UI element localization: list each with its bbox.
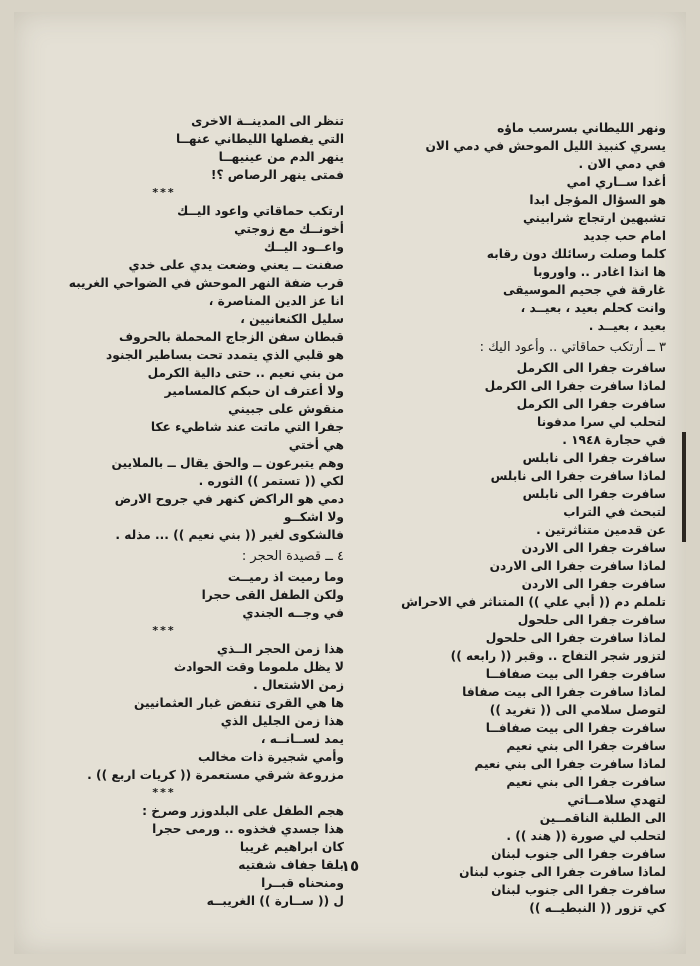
poem-line: تنظر الى المدينــة الاخرى (191, 114, 344, 128)
poem-line: سافرت جفرا الى جنوب لبنان (491, 883, 666, 897)
poem-line: هذا جسدي فخذوه .. ورمى حجرا (152, 822, 344, 836)
poem-line: سافرت جفرا الى جنوب لبنان (491, 847, 666, 861)
poem-line: عن قدمين متناثرتين . (536, 523, 666, 537)
poem-line: وأمي شجيرة ذات مخالب (198, 750, 344, 764)
poem-line: دمي هو الراكض كنهر في جروح الارض (114, 492, 344, 506)
poem-line: سافرت جفرا الى الاردن (521, 541, 666, 555)
poem-line: كلما وصلت رسائلك دون رقابه (486, 247, 666, 261)
poem-line: لتهدي سلامــاتي (567, 793, 666, 807)
poem-line: التي يفصلها الليطاني عنهــا (175, 132, 344, 146)
poem-line: تشبهين ارتجاج شرابيني (523, 211, 666, 225)
poem-line: ومنحناه قبــرا (261, 876, 344, 890)
poem-line: ولا اشكــو (283, 510, 344, 524)
poem-line: مزروعة شرقي مستعمرة (( كريات اربع )) . (87, 768, 344, 782)
poem-line: ها انذا اغادر .. واوروبا (533, 265, 666, 279)
poem-line: ونهر الليطاني بسرسب ماؤه (497, 121, 666, 135)
poem-line: كان ابراهيم غريبا (239, 840, 344, 854)
poem-line: لماذا سافرت جفرا الى حلحول (485, 631, 666, 645)
poem-line: كي تزور (( النبطيــه )) (529, 901, 666, 915)
poem-line: امام حب جديد (583, 229, 666, 243)
poem-line: سافرت جفرا الى بني نعيم (506, 775, 666, 789)
poem-line: لماذا سافرت جفرا الى بيت صفافا (462, 685, 666, 699)
poem-line: لتوصل سلامي الى (( تغريد )) (489, 703, 666, 717)
poem-line: لتحلب لي صورة (( هند )) . (506, 829, 666, 843)
poem-line: بعيد ، بعيــد . (588, 319, 666, 333)
poem-line: يمد لســانــه ، (260, 732, 344, 746)
poem-line: فالشكوى لغير (( بني نعيم )) ... مذله . (115, 528, 344, 542)
poem-line: جفرا التي ماتت عند شاطيء عكا (150, 420, 344, 434)
poem-line: يسري كنبيذ الليل الموحش في دمي الان (425, 139, 666, 153)
poem-line: ارتكب حماقاتي واعود اليــك (177, 204, 344, 218)
stanza-separator: *** (152, 786, 176, 799)
left-text-column (44, 112, 344, 910)
poem-line: هو السؤال المؤجل ابدا (529, 193, 666, 207)
poem-line: سافرت جفرا الى الكرمل (516, 397, 666, 411)
poem-line: ها هي القرى تنفض غبار العثمانيين (134, 696, 344, 710)
poem-line: وما رميت اذ رميــت (227, 570, 344, 584)
poem-line: واعــود اليــك (264, 240, 344, 254)
poem-line: سافرت جفرا الى بني نعيم (506, 739, 666, 753)
poem-line: قبطان سفن الزجاج المحملة بالحروف (118, 330, 344, 344)
poem-line: لتبحث في التراب (563, 505, 666, 519)
poem-line: انا عز الدين المناصرة ، (208, 294, 344, 308)
poem-line: قرب ضفة النهر الموحش في الضواحي الغريبه (68, 276, 344, 290)
poem-line: لماذا سافرت جفرا الى جنوب لبنان (459, 865, 666, 879)
poem-line: سافرت جفرا الى بيت صفافــا (485, 667, 666, 681)
poem-line: في دمي الان . (578, 157, 666, 171)
poem-line: سافرت جفرا الى الكرمل (516, 361, 666, 375)
poem-line: هو قلبي الذي يتمدد تحت بساطير الجنود (105, 348, 344, 362)
stanza-separator: *** (152, 186, 176, 199)
poem-line: ولكن الطفل القى حجرا (201, 588, 344, 602)
poem-line: من بني نعيم .. حتى دالية الكرمل (147, 366, 344, 380)
poem-line: وانت كحلم بعيد ، بعيــد ، (520, 301, 666, 315)
poem-line: لماذا سافرت جفرا الى بني نعيم (474, 757, 666, 771)
poem-line: في وجــه الجندي (242, 606, 344, 620)
section-heading: ٤ ــ قصيدة الحجر : (241, 549, 344, 564)
section-heading: ٣ ــ أرتكب حماقاتي .. وأعود اليك : (479, 340, 666, 355)
page-number: ١٥ (340, 857, 360, 875)
poem-line: سافرت جفرا الى الاردن (521, 577, 666, 591)
poem-line: زمن الاشتعال . (253, 678, 344, 692)
poem-line: منقوش على جبيني (228, 402, 344, 416)
poem-line: وهم يتبرعون ــ والحق يقال ــ بالملايين (111, 456, 344, 470)
poem-line: أغدا ســاري امي (566, 175, 666, 189)
book-page (14, 12, 686, 954)
poem-line: فمتى ينهر الرصاص ؟! (210, 168, 344, 182)
poem-line: تلملم دم (( أبي علي )) المتناثر في الاحراش (401, 595, 666, 609)
poem-line: سافرت جفرا الى نابلس (522, 487, 666, 501)
poem-line: غارقة في جحيم الموسيقى (502, 283, 666, 297)
poem-line: لكي (( تستمر )) الثوره . (198, 474, 344, 488)
poem-line: لماذا سافرت جفرا الى نابلس (490, 469, 666, 483)
poem-line: ولا أعترف ان حبكم كالمسامير (164, 384, 344, 398)
poem-line: لتزور شجر التفاح .. وقبر (( رابعه )) (450, 649, 666, 663)
stanza-separator: *** (152, 624, 176, 637)
poem-line: ينهر الدم من عينيهــا (218, 150, 344, 164)
right-text-column (366, 119, 666, 917)
page-edge-mark (682, 432, 686, 542)
poem-line: هذا زمن الجليل الذي (220, 714, 344, 728)
poem-line: في حجارة ١٩٤٨ . (562, 433, 666, 447)
poem-line: هجم الطفل على البلدوزر وصرخ : (142, 804, 344, 818)
poem-line: هذا زمن الحجر الــذي (216, 642, 344, 656)
poem-line: لماذا سافرت جفرا الى الكرمل (484, 379, 666, 393)
poem-line: لا يظل ملموما وقت الحوادث (173, 660, 344, 674)
poem-line: لتحلب لي سرا مدفونا (537, 415, 666, 429)
poem-line: سافرت جفرا الى بيت صفافــا (485, 721, 666, 735)
poem-line: أخونــك مع زوجتي (234, 222, 344, 236)
poem-line: سليل الكنعانيين ، (240, 312, 344, 326)
poem-line: بلقا جفاف شفتيه (238, 858, 344, 872)
poem-line: سافرت جفرا الى حلحول (517, 613, 666, 627)
poem-line: هي أختي (288, 438, 344, 452)
poem-line: صفنت ــ يعني وضعت يدي على خدي (128, 258, 344, 272)
poem-line: سافرت جفرا الى نابلس (522, 451, 666, 465)
poem-line: ل (( ســارة )) الغريبــه (206, 894, 344, 908)
poem-line: الى الطلبة الناقمــين (539, 811, 666, 825)
poem-line: لماذا سافرت جفرا الى الاردن (489, 559, 666, 573)
